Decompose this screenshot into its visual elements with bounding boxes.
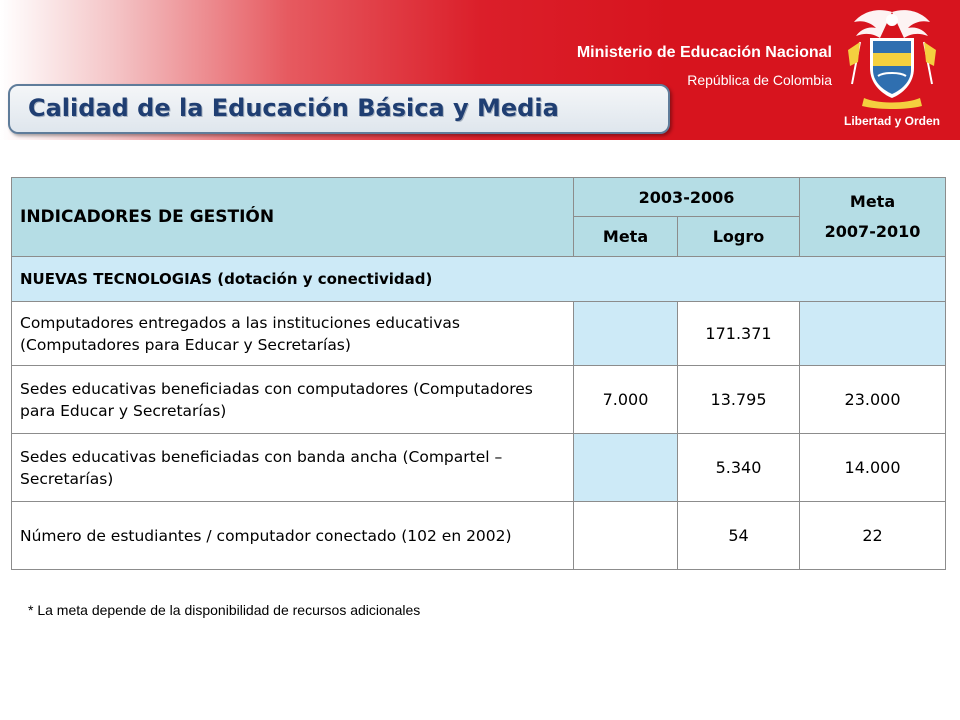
header-logro: Logro bbox=[678, 217, 800, 257]
row-logro: 13.795 bbox=[678, 366, 800, 434]
row-meta bbox=[574, 302, 678, 366]
section-row: NUEVAS TECNOLOGIAS (dotación y conectividad) bbox=[12, 257, 946, 302]
header-indicadores: INDICADORES DE GESTIÓN bbox=[12, 178, 574, 257]
page-title: Calidad de la Educación Básica y Media bbox=[28, 94, 559, 122]
colombia-coat-of-arms-icon bbox=[842, 6, 942, 110]
row-meta-future: 14.000 bbox=[800, 434, 946, 502]
row-meta-future bbox=[800, 302, 946, 366]
row-label: Computadores entregados a las instituciones educativas (Computadores para Educar y Secretarías) bbox=[12, 302, 574, 366]
header-period: 2003-2006 bbox=[574, 178, 800, 217]
row-logro: 54 bbox=[678, 502, 800, 570]
title-box bbox=[8, 84, 670, 134]
row-logro: 171.371 bbox=[678, 302, 800, 366]
header-meta-future bbox=[800, 178, 946, 257]
table-row bbox=[12, 434, 946, 502]
row-label: Sedes educativas beneficiadas con banda ancha (Compartel – Secretarías) bbox=[12, 434, 574, 502]
republic-name: República de Colombia bbox=[687, 72, 832, 88]
indicators-table bbox=[11, 177, 946, 570]
ministry-name: Ministerio de Educación Nacional bbox=[576, 44, 832, 61]
row-label: Sedes educativas beneficiadas con computadores (Computadores para Educar y Secretarías) bbox=[12, 366, 574, 434]
row-meta bbox=[574, 434, 678, 502]
table-row bbox=[12, 302, 946, 366]
logo-motto: Libertad y Orden bbox=[843, 114, 941, 128]
table-row bbox=[12, 366, 946, 434]
row-meta-future: 23.000 bbox=[800, 366, 946, 434]
row-meta: 7.000 bbox=[574, 366, 678, 434]
row-label: Número de estudiantes / computador conectado (102 en 2002) bbox=[12, 502, 574, 570]
header-meta-future-line1: Meta bbox=[849, 192, 896, 211]
row-logro: 5.340 bbox=[678, 434, 800, 502]
footnote: * La meta depende de la disponibilidad de recursos adicionales bbox=[28, 602, 421, 618]
row-meta bbox=[574, 502, 678, 570]
row-meta-future: 22 bbox=[800, 502, 946, 570]
header-meta-future-line2: 2007-2010 bbox=[824, 222, 921, 241]
coat-of-arms-logo bbox=[842, 6, 942, 130]
header-meta: Meta bbox=[574, 217, 678, 257]
table-row bbox=[12, 502, 946, 570]
